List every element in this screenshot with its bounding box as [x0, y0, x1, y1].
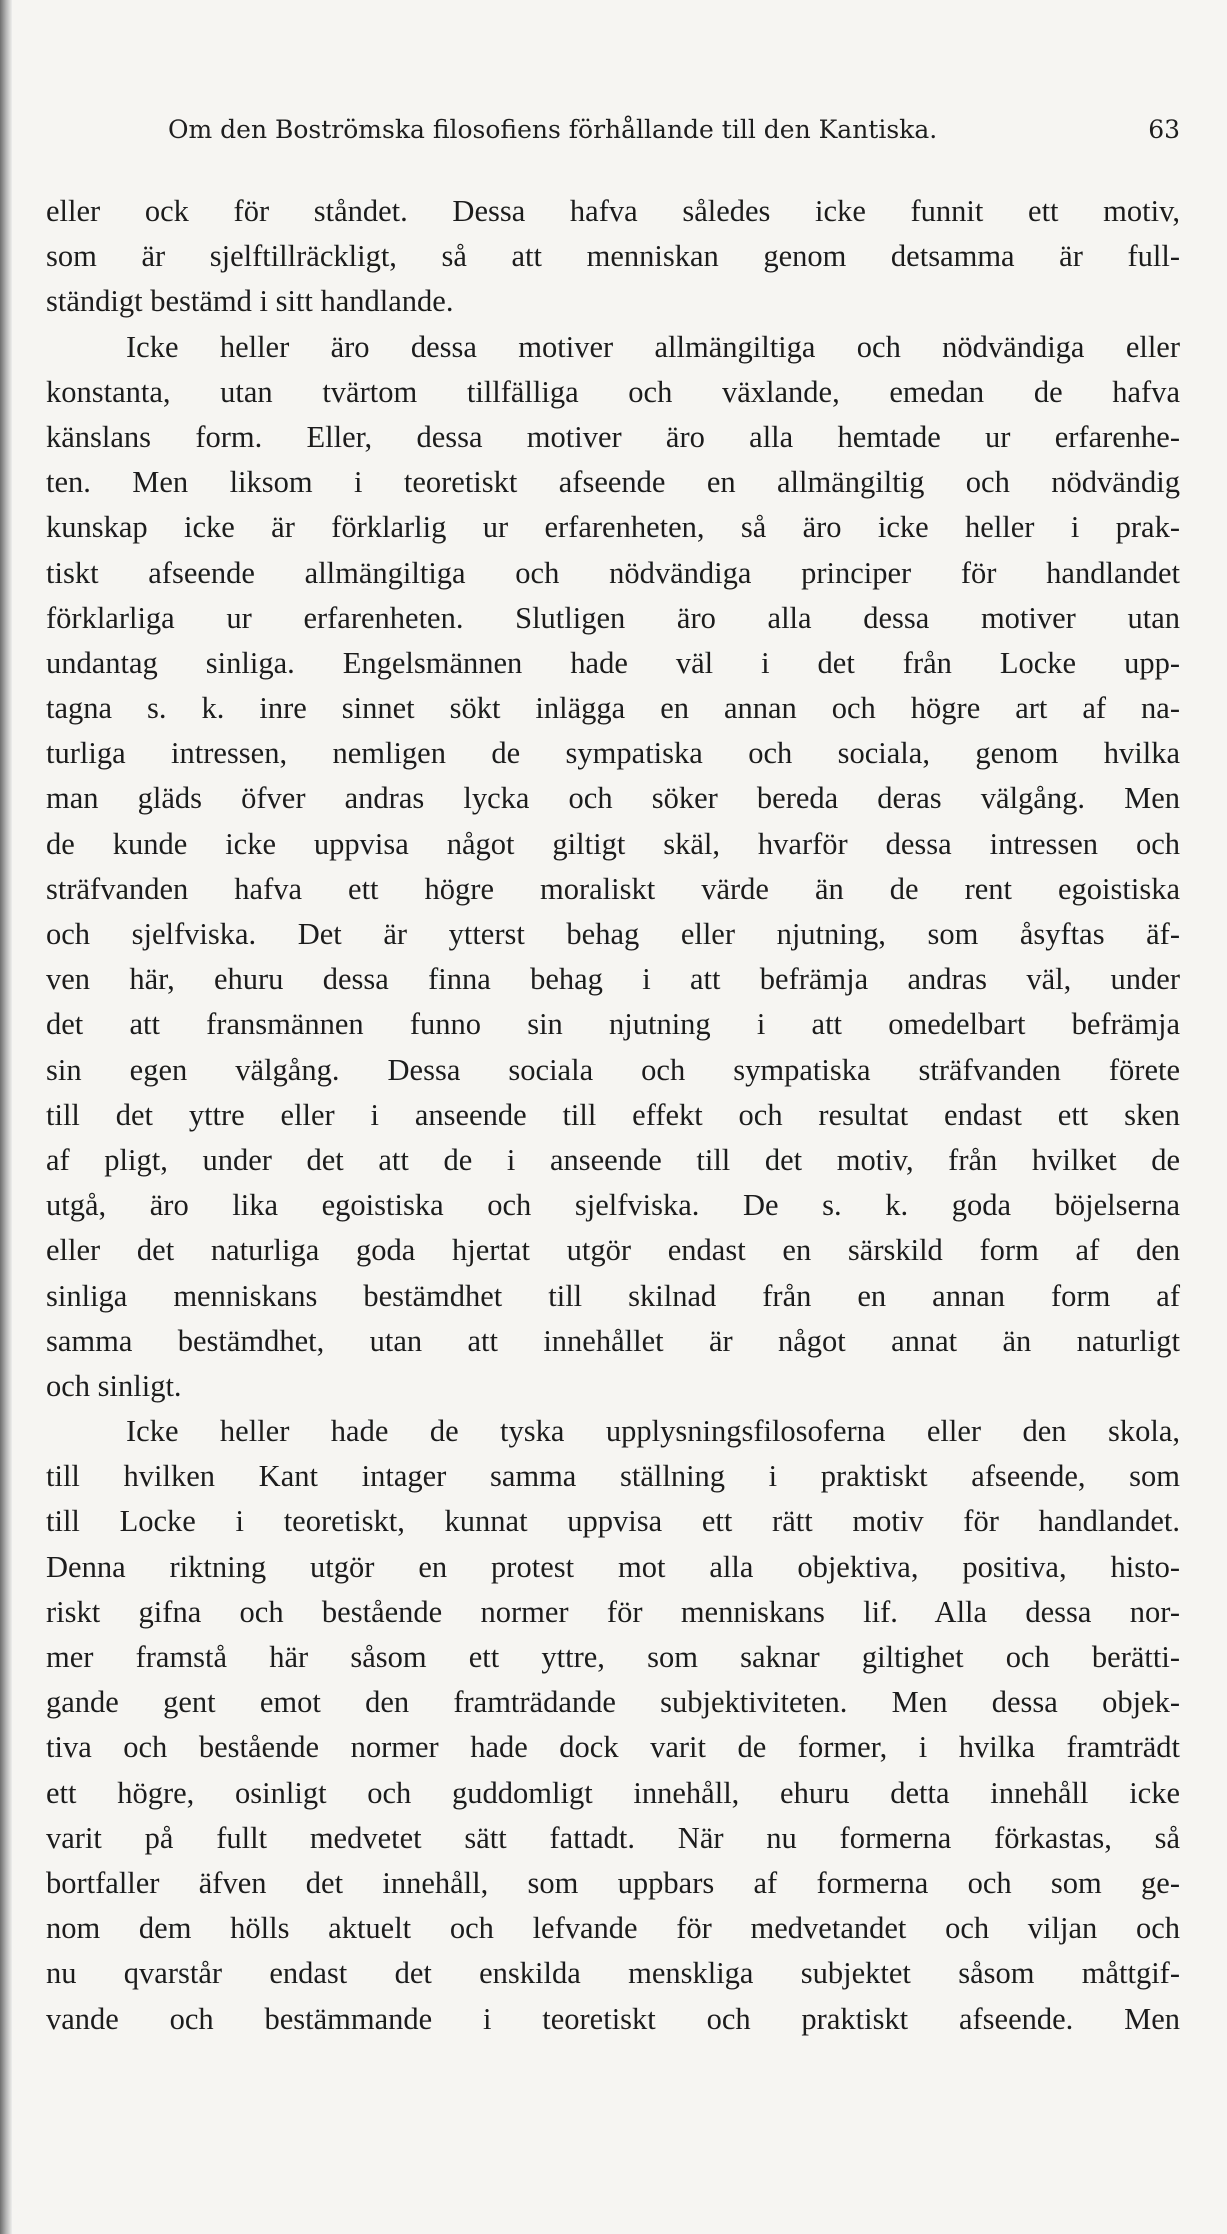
text-line: och sinligt.	[46, 1368, 182, 1403]
text-line: konstanta, utan tvärtom tillfälliga och växlande, emedan de hafva	[46, 374, 1180, 409]
text-line: eller ock för ståndet. Dessa hafva således icke funnit ett motiv,	[46, 194, 1180, 228]
text-line: nu qvarstår endast det enskilda menskliga subjektet såsom måttgif-	[46, 1956, 1180, 1991]
text-line: till hvilken Kant intager samma ställning i praktiskt afseende, som	[46, 1459, 1180, 1494]
text-line: sträfvanden hafva ett högre moraliskt värde än de rent egoistiska	[46, 871, 1180, 906]
text-line: af pligt, under det att de i anseende till det motiv, från hvilket de	[46, 1142, 1180, 1177]
text-line: varit på fullt medvetet sätt fattadt. När nu formerna förkastas, så	[46, 1820, 1180, 1855]
body-text	[46, 189, 1180, 2042]
text-line: bortfaller äfven det innehåll, som uppbars af formerna och som ge-	[46, 1865, 1180, 1900]
text-line: riskt gifna och bestående normer för menniskans lif. Alla dessa nor-	[46, 1594, 1180, 1629]
text-line: ten. Men liksom i teoretiskt afseende en allmängiltig och nödvändig	[46, 465, 1180, 500]
text-line: undantag sinliga. Engelsmännen hade väl i det från Locke upp-	[46, 645, 1180, 680]
text-line: gande gent emot den framträdande subjektiviteten. Men dessa objek-	[46, 1685, 1180, 1720]
text-line: ständigt bestämd i sitt handlande.	[46, 284, 454, 319]
text-line: tiskt afseende allmängiltiga och nödvändiga principer för handlandet	[46, 555, 1180, 590]
text-line: tagna s. k. inre sinnet sökt inlägga en annan och högre art af na-	[46, 691, 1180, 726]
text-line: det att fransmännen funno sin njutning i att omedelbart befrämja	[46, 1007, 1180, 1042]
text-line: sinliga menniskans bestämdhet till skilnad från en annan form af	[46, 1278, 1180, 1313]
text-line: ett högre, osinligt och guddomligt innehåll, ehuru detta innehåll icke	[46, 1775, 1180, 1810]
text-line: till det yttre eller i anseende till effekt och resultat endast ett sken	[46, 1097, 1180, 1132]
text-line: ven här, ehuru dessa finna behag i att befrämja andras väl, under	[46, 962, 1180, 997]
running-header-title: Om den Boströmska filosofiens förhållande till den Kantiska.	[168, 115, 938, 144]
text-line: mer framstå här såsom ett yttre, som saknar giltighet och berätti-	[46, 1640, 1180, 1674]
text-line: och sjelfviska. Det är ytterst behag eller njutning, som åsyftas äf-	[46, 917, 1180, 951]
text-line: utgå, äro lika egoistiska och sjelfviska. De s. k. goda böjelserna	[46, 1188, 1180, 1223]
page-number: 63	[1148, 115, 1180, 144]
text-line: kunskap icke är förklarlig ur erfarenheten, så äro icke heller i prak-	[46, 510, 1180, 545]
text-line: Denna riktning utgör en protest mot alla objektiva, positiva, histo-	[46, 1549, 1180, 1584]
text-line: känslans form. Eller, dessa motiver äro alla hemtade ur erfarenhe-	[46, 419, 1180, 454]
paragraph-start-line: Icke heller äro dessa motiver allmängiltiga och nödvändiga eller	[126, 329, 1180, 364]
text-line: tiva och bestående normer hade dock varit de former, i hvilka framträdt	[46, 1730, 1180, 1765]
running-header	[168, 108, 1180, 152]
text-line: samma bestämdhet, utan att innehållet är något annat än naturligt	[46, 1323, 1180, 1358]
text-line: de kunde icke uppvisa något giltigt skäl, hvarför dessa intressen och	[46, 826, 1180, 861]
text-line: sin egen välgång. Dessa sociala och sympatiska sträfvanden förete	[46, 1052, 1180, 1087]
text-line: förklarliga ur erfarenheten. Slutligen äro alla dessa motiver utan	[46, 600, 1180, 635]
text-line: som är sjelftillräckligt, så att menniskan genom detsamma är full-	[46, 239, 1180, 274]
text-line: vande och bestämmande i teoretiskt och praktiskt afseende. Men	[46, 2001, 1180, 2036]
text-line: nom dem hölls aktuelt och lefvande för medvetandet och viljan och	[46, 1911, 1180, 1946]
text-line: man gläds öfver andras lycka och söker bereda deras välgång. Men	[46, 781, 1180, 816]
text-line: till Locke i teoretiskt, kunnat uppvisa ett rätt motiv för handlandet.	[46, 1504, 1180, 1539]
text-line: eller det naturliga goda hjertat utgör endast en särskild form af den	[46, 1233, 1180, 1268]
text-line: turliga intressen, nemligen de sympatiska och sociala, genom hvilka	[46, 736, 1180, 771]
page-binding-edge	[0, 0, 12, 2234]
paragraph-start-line: Icke heller hade de tyska upplysningsfilosoferna eller den skola,	[126, 1414, 1180, 1449]
